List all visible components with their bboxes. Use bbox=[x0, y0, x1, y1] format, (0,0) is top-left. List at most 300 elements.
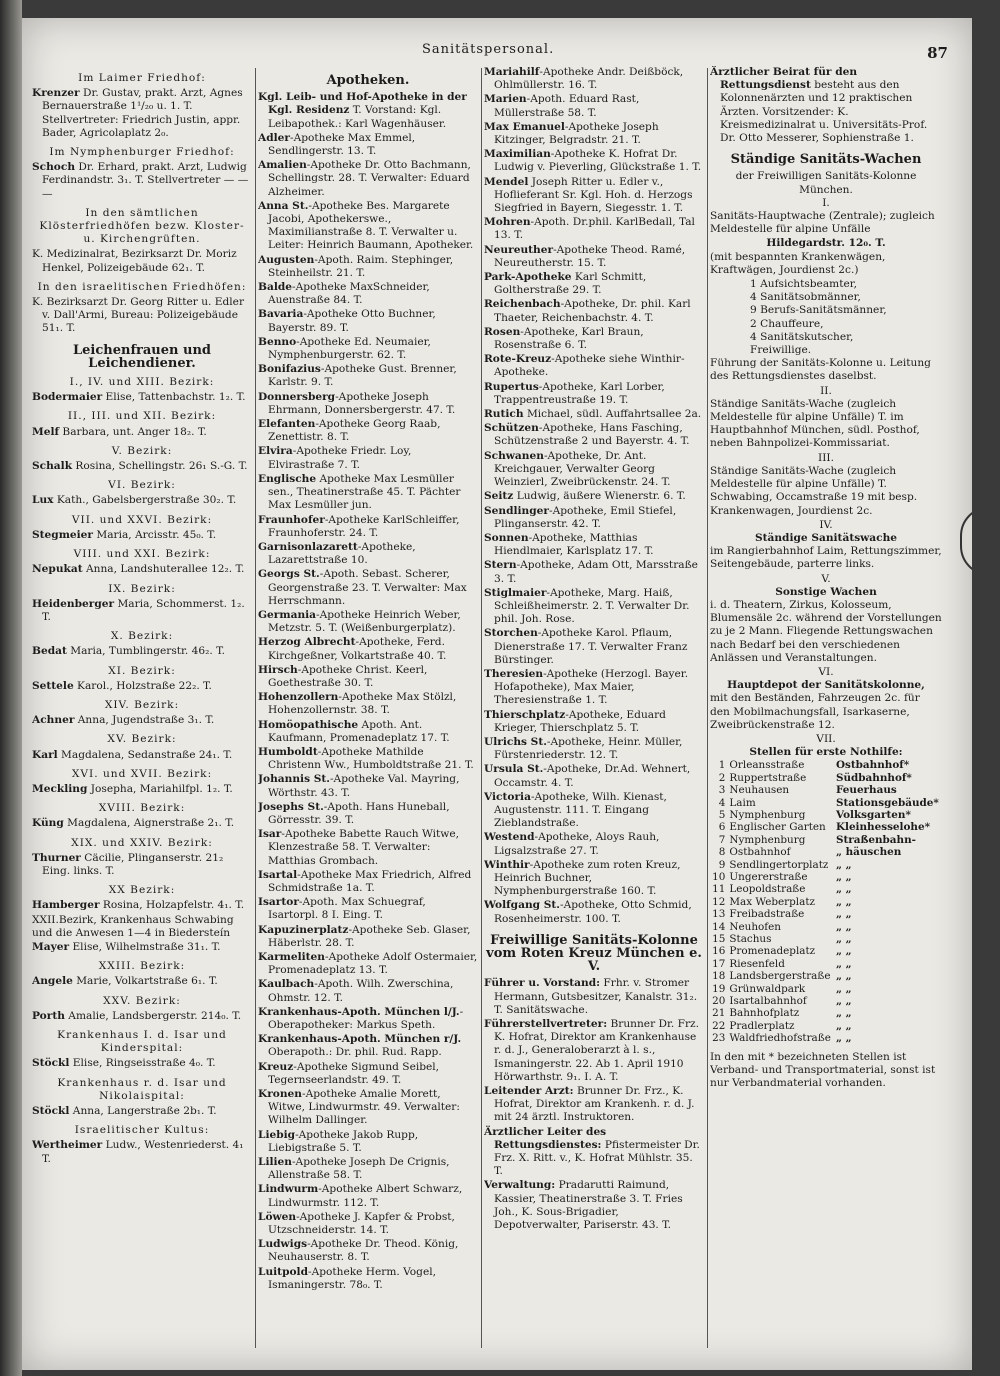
entry-text: Karol., Holzstraße 22₂. T. bbox=[73, 679, 212, 692]
table-row bbox=[710, 1020, 942, 1032]
table-row bbox=[710, 759, 942, 771]
list-item bbox=[484, 422, 704, 448]
wache-number: IV. bbox=[819, 518, 833, 531]
entry-name: Marien bbox=[484, 93, 527, 106]
wache-number: II. bbox=[820, 384, 832, 397]
entry-name: Heidenberger bbox=[32, 597, 115, 610]
document-page bbox=[22, 18, 972, 1370]
staff-item: 2 Chauffeure, bbox=[750, 317, 824, 330]
table-cell-a: Grünwaldpark bbox=[729, 982, 806, 995]
entry-text: K. Medizinalrat, Bezirksarzt Dr. Moriz Henkel, Polizeigebäude 62₁. T. bbox=[32, 248, 237, 274]
entry-text: Maria, Schommerst. 1₂. T. bbox=[42, 597, 245, 623]
table-cell-b: „ „ bbox=[835, 995, 852, 1008]
table-cell-n: 22 bbox=[712, 1019, 726, 1032]
entry-text: -Apotheke MaxSchneider, Auenstraße 84. T. bbox=[268, 281, 430, 307]
wache-staff-list bbox=[710, 278, 942, 357]
entry-text: I., IV. und XIII. Bezirk: bbox=[69, 376, 215, 389]
entry-text: Brunner Dr. Frz. K. Hofrat, Direktor am Krankenhause r. d. J., Generaloberarzt à l. s., Ismaningerstr. 22. Ab 1. April 1910 Hörwarthstr. 9₁. I. A. T. bbox=[494, 1018, 699, 1083]
list-item bbox=[32, 733, 252, 746]
list-item bbox=[484, 587, 704, 627]
entry-name: Homöopathische bbox=[258, 718, 359, 731]
list-item bbox=[484, 859, 704, 899]
entry-name: Mayer bbox=[32, 940, 70, 953]
list-item bbox=[32, 344, 252, 370]
table-cell-a: Leopoldstraße bbox=[729, 883, 806, 896]
entry-name: Küng bbox=[32, 817, 64, 830]
entry-name: Ärztlicher Leiter des Rettungsdienstes: bbox=[484, 1125, 607, 1151]
entry-text: XXV. Bezirk: bbox=[103, 994, 181, 1007]
entry-text: -Apotheke, Hans Fasching, Schützenstraße 2 und Bayerstr. 4. T. bbox=[494, 422, 690, 448]
table-row bbox=[710, 970, 942, 982]
list-item bbox=[32, 161, 252, 201]
entry-text: VIII. und XXI. Bezirk: bbox=[73, 548, 211, 561]
entry-name: Wertheimer bbox=[32, 1139, 103, 1152]
beirat-entry bbox=[710, 66, 942, 145]
entry-name: Garnisonlazarett bbox=[258, 540, 358, 553]
list-item bbox=[32, 665, 252, 678]
list-item bbox=[32, 884, 252, 897]
entry-name: Elvira bbox=[258, 445, 293, 458]
entry-text: -Apotheke Otto Buchner, Bayerstr. 89. T. bbox=[268, 308, 436, 334]
entry-text: -Apotheke, Aloys Rauh, Ligsalzstraße 27. T. bbox=[494, 831, 660, 857]
table-cell-a: Ruppertstraße bbox=[729, 771, 807, 784]
list-item bbox=[258, 281, 478, 307]
table-cell-n: 21 bbox=[712, 1007, 726, 1020]
entry-name: Winthir bbox=[484, 858, 530, 871]
entry-name: Rupertus bbox=[484, 380, 539, 393]
column-rule bbox=[255, 68, 256, 1348]
entry-name: Kaulbach bbox=[258, 978, 315, 991]
list-item bbox=[258, 445, 478, 471]
list-item bbox=[258, 1129, 478, 1155]
list-item bbox=[258, 308, 478, 334]
entry-name: Karmeliten bbox=[258, 951, 325, 963]
wache-text: Ständige Sanitäts-Wache (zugleich Meldestelle für alpine Unfälle) T. Schwabing, Occamstraße 19 mit besp. Krankenwagen, Jourdienst 2c. bbox=[710, 464, 918, 517]
entry-name: Achner bbox=[32, 714, 75, 727]
entry-text: II., III. und XII. Bezirk: bbox=[67, 410, 217, 423]
list-item bbox=[32, 598, 252, 624]
list-item bbox=[32, 296, 252, 336]
table-cell-n: 1 bbox=[718, 759, 726, 772]
list-item bbox=[258, 896, 478, 922]
table-cell-a: Nymphenburg bbox=[729, 808, 806, 821]
entry-text: -Apotheke Joseph Ehrmann, Donnersbergerstr. 47. T. bbox=[268, 390, 456, 416]
list-item bbox=[258, 924, 478, 950]
entry-text: -Apoth. Raim. Stephinger, Steinheilstr. 21. T. bbox=[268, 253, 454, 279]
entry-text: -Apotheke Andr. Deißböck, Ohlmüllerstr. 16. T. bbox=[494, 66, 684, 92]
entry-text: -Apotheke, Karl Braun, Rosenstraße 6. T. bbox=[494, 325, 644, 352]
list-item bbox=[32, 72, 252, 85]
entry-text: -Apotheke Seb. Glaser, Häberlstr. 28. T. bbox=[268, 923, 471, 949]
table-row bbox=[710, 995, 942, 1007]
list-item bbox=[32, 207, 252, 247]
entry-name: Westend bbox=[484, 831, 535, 844]
column-4 bbox=[710, 66, 942, 1356]
entry-text: Leichenfrauen und Leichendiener. bbox=[73, 342, 211, 371]
list-item bbox=[32, 1077, 252, 1103]
list-item bbox=[32, 529, 252, 542]
entry-text: Magdalena, Sedanstraße 24₁. T. bbox=[57, 748, 233, 761]
entry-name: Rutich bbox=[484, 408, 524, 421]
entry-text: Elise, Ringseisstraße 4₀. T. bbox=[69, 1057, 216, 1070]
entry-text: XI. Bezirk: bbox=[108, 664, 176, 677]
entry-name: Ulrichs St. bbox=[484, 735, 547, 748]
table-cell-n: 7 bbox=[718, 833, 726, 846]
table-cell-b: Feuerhaus bbox=[835, 784, 897, 797]
entry-name: Park-Apotheke bbox=[484, 271, 572, 284]
entry-text: Israelitischer Kultus: bbox=[74, 1124, 210, 1137]
list-item bbox=[484, 408, 704, 421]
entry-text: XXII.Bezirk, Krankenhaus Schwabing und die Anwesen 1—4 in Biedersteín bbox=[32, 913, 234, 939]
table-cell-a: Ungererstraße bbox=[729, 871, 808, 884]
entry-text: XX Bezirk: bbox=[108, 884, 176, 897]
entry-text: Amalie, Landsbergerstr. 214₀. T. bbox=[64, 1009, 242, 1022]
wache-title: Hauptdepot der Sanitätskolonne, bbox=[727, 679, 925, 692]
list-item bbox=[32, 1124, 252, 1137]
entry-name: Augusten bbox=[258, 253, 315, 266]
entry-text: -Apotheke Max Stölzl, Hohenzollernstr. 38. T. bbox=[268, 691, 457, 717]
section-title-apotheken: Apotheken. bbox=[326, 73, 410, 88]
table-cell-n: 12 bbox=[712, 895, 726, 908]
list-item bbox=[484, 176, 704, 216]
entry-text: -Apotheke K. Hofrat Dr. Ludwig v. Pieverling, Glückstraße 1. T. bbox=[494, 148, 702, 174]
wache-number: V. bbox=[821, 572, 831, 585]
entry-text: Michael, südl. Auffahrtsallee 2a. bbox=[523, 408, 702, 421]
entry-name: Ärztlicher Beirat für den Rettungsdienst bbox=[710, 66, 858, 92]
entry-text: Brunner Dr. Frz., K. Hofrat, Direktor am Krankenh. r. d. J. mit 24 ärztl. Instruktoren. bbox=[494, 1085, 695, 1124]
entry-name: Elefanten bbox=[258, 418, 316, 431]
list-item bbox=[484, 627, 704, 667]
wache-text: im Rangierbahnhof Laim, Rettungszimmer, Seitengebäude, parterre links. bbox=[710, 545, 942, 571]
entry-name: Lindwurm bbox=[258, 1183, 319, 1196]
entry-text: -Apotheke, Eduard Krieger, Thierschplatz 5. T. bbox=[494, 708, 666, 734]
section-title-kolonne: Freiwillige Sanitäts-Kolonne vom Roten Kreuz München e. V. bbox=[486, 932, 702, 975]
list-item bbox=[258, 1061, 478, 1087]
list-item bbox=[258, 1183, 478, 1209]
table-cell-a: Freibadstraße bbox=[729, 908, 805, 921]
entry-name: Hirsch bbox=[258, 663, 298, 676]
entry-text: -Apotheke Karol. Pflaum, Dienerstraße 17. T. Verwalter Franz Bürstinger. bbox=[494, 627, 688, 666]
list-item bbox=[484, 66, 704, 92]
entry-name: Stöckl bbox=[32, 1057, 70, 1070]
entry-name: Schalk bbox=[32, 460, 73, 473]
column-2 bbox=[258, 66, 478, 1356]
table-cell-b: „ „ bbox=[835, 871, 852, 884]
entry-text: Ludwig, äußere Wienerstr. 6. T. bbox=[513, 490, 686, 503]
entry-text: -Apotheke Bes. Margarete Jacobi, Apothekerswe., Maximilianstraße 8. T. Verwalter u. Leiter: Heinrich Baumann, Apotheker. bbox=[268, 199, 474, 252]
entry-text: -Apotheke siehe Winthir-Apotheke. bbox=[494, 353, 685, 379]
entry-text: Anna, Jugendstraße 3₁. T. bbox=[74, 714, 215, 727]
entry-name: Mohren bbox=[484, 216, 531, 229]
entry-name: Stöckl bbox=[32, 1105, 70, 1117]
nothilfe-title: Stellen für erste Nothilfe: bbox=[749, 746, 903, 759]
list-item bbox=[32, 445, 252, 458]
entry-name: Bavaria bbox=[258, 308, 304, 321]
list-item bbox=[484, 353, 704, 379]
entry-text: -Apoth. Max Schuegraf, Isartorpl. 8 I. Eing. T. bbox=[268, 896, 426, 922]
list-item bbox=[32, 995, 252, 1008]
entry-text: -Apotheke Jakob Rupp, Liebigstraße 5. T. bbox=[268, 1128, 419, 1154]
table-cell-b: „ „ bbox=[835, 970, 852, 983]
list-item bbox=[258, 473, 478, 513]
table-cell-n: 4 bbox=[718, 796, 726, 809]
entry-text: besteht aus den Kolonnenärzten und 12 praktischen Ärzten. Vorsitzender: K. Kreismedizinalrat u. Universitäts-Prof. Dr. Otto Messerer, Sophienstraße 1. bbox=[720, 79, 928, 145]
entry-text: Dr. Erhard, prakt. Arzt, Ludwig Ferdinandstr. 3₁. T. Stellvertreter — — — bbox=[42, 161, 249, 200]
table-cell-b: „ häuschen bbox=[835, 846, 902, 859]
list-item bbox=[32, 1010, 252, 1023]
entry-text: -Apotheke Max Friedrich, Alfred Schmidstraße 1a. T. bbox=[268, 868, 472, 894]
list-item bbox=[32, 852, 252, 878]
entry-name: Amalien bbox=[258, 159, 307, 172]
list-item bbox=[484, 121, 704, 147]
entry-text: -Apotheke Albert Schwarz, Lindwurmstr. 112. T. bbox=[268, 1183, 463, 1209]
entry-text: -Apotheke, Lazarettstraße 10. bbox=[268, 540, 416, 567]
entry-name: Reichenbach bbox=[484, 298, 561, 311]
list-item bbox=[258, 254, 478, 280]
entry-text: XIX. und XXIV. Bezirk: bbox=[71, 836, 213, 849]
entry-text: -Apotheke, Emil Stiefel, Plinganserstr. 42. T. bbox=[494, 504, 677, 530]
table-cell-n: 23 bbox=[712, 1032, 726, 1045]
entry-text: Elise, Wilhelmstraße 31₁. T. bbox=[69, 940, 221, 953]
entry-name: Hamberger bbox=[32, 899, 100, 912]
list-item bbox=[484, 298, 704, 324]
list-item bbox=[32, 376, 252, 389]
list-item bbox=[32, 494, 252, 507]
entry-name: Nepukat bbox=[32, 563, 83, 576]
entry-name: Lux bbox=[32, 494, 54, 507]
entry-text: In den sämtlichen Klösterfriedhöfen bezw. Kloster- u. Kirchengrüften. bbox=[39, 206, 245, 246]
entry-name: Kapuzinerplatz bbox=[258, 923, 349, 936]
list-item bbox=[258, 159, 478, 199]
list-item bbox=[258, 951, 478, 977]
entry-name: Balde bbox=[258, 281, 292, 294]
list-item bbox=[258, 91, 478, 131]
list-item bbox=[32, 583, 252, 596]
list-item bbox=[32, 1029, 252, 1055]
entry-name: Angele bbox=[32, 975, 73, 988]
apotheken-list-continued bbox=[484, 66, 704, 926]
table-cell-b: „ „ bbox=[835, 858, 852, 871]
staff-item: 4 Sanitätsobmänner, bbox=[750, 291, 861, 304]
table-cell-b: Kleinhesselohe* bbox=[835, 821, 931, 834]
list-item bbox=[258, 200, 478, 253]
entry-name: Liebig bbox=[258, 1128, 296, 1141]
list-item bbox=[32, 146, 252, 159]
table-cell-b: „ „ bbox=[835, 920, 852, 933]
table-cell-b: Stationsgebäude* bbox=[835, 796, 939, 809]
entry-name: Johannis St. bbox=[258, 773, 330, 786]
column-3 bbox=[484, 66, 704, 1356]
entry-text: Pradarutti Raimund, Kassier, Theatinerstraße 3. T. Fries Joh., K. Sous-Brigadier, Depotverwalter, Pariserstr. 43. T. bbox=[494, 1179, 683, 1232]
table-cell-n: 14 bbox=[712, 920, 726, 933]
entry-name: Maximilian bbox=[484, 148, 551, 161]
entry-text: Marie, Volkartstraße 6₁. T. bbox=[72, 975, 218, 988]
list-item bbox=[32, 783, 252, 796]
entry-text: Josepha, Mariahilfpl. 1₂. T. bbox=[87, 782, 233, 795]
wache-address: Hildegardstr. 12₀. T. bbox=[766, 237, 886, 250]
table-cell-n: 5 bbox=[718, 808, 726, 821]
entry-text: XIV. Bezirk: bbox=[104, 698, 180, 711]
list-item bbox=[484, 709, 704, 735]
list-item bbox=[32, 768, 252, 781]
list-item bbox=[32, 87, 252, 140]
list-item bbox=[484, 791, 704, 831]
table-cell-b: „ „ bbox=[835, 1032, 852, 1045]
entry-text: -Apotheke Joseph De Crignis, Allenstraße 58. T. bbox=[268, 1156, 450, 1182]
entry-text: -Apotheke Friedr. Loy, Elvirastraße 7. T. bbox=[268, 445, 412, 471]
wache-number: VII. bbox=[816, 732, 836, 745]
list-item bbox=[258, 1238, 478, 1264]
list-item bbox=[32, 410, 252, 423]
list-item bbox=[32, 514, 252, 527]
column-rule bbox=[481, 68, 482, 1348]
entry-text: Magdalena, Aignerstraße 2₁. T. bbox=[63, 817, 235, 830]
entry-name: Wolfgang St. bbox=[484, 899, 560, 912]
entry-text: -Apotheke, Wilh. Kienast, Augustenstr. 111. T. Eingang Zieblandstraße. bbox=[494, 790, 667, 830]
table-cell-n: 20 bbox=[712, 995, 726, 1008]
entry-text: XV. Bezirk: bbox=[107, 733, 177, 746]
table-row bbox=[710, 871, 942, 883]
entry-name: Theresien bbox=[484, 667, 544, 680]
entry-name: Thierschplatz bbox=[484, 708, 566, 721]
list-item bbox=[484, 271, 704, 297]
table-cell-a: Neuhausen bbox=[729, 784, 790, 797]
table-cell-b: „ „ bbox=[835, 908, 852, 921]
wache-note: (mit bespannten Krankenwägen, Kraftwägen, Jourdienst 2c.) bbox=[710, 250, 886, 276]
entry-name: Max Emanuel bbox=[484, 120, 565, 133]
table-cell-a: Isartalbahnhof bbox=[729, 995, 807, 1008]
list-item bbox=[32, 899, 252, 912]
table-cell-b: Ostbahnhof* bbox=[835, 759, 910, 772]
entry-text: -Apotheke Val. Mayring, Wörthstr. 43. T. bbox=[268, 773, 460, 799]
list-item bbox=[32, 914, 252, 940]
entry-text: Elise, Tattenbachstr. 1₂. T. bbox=[102, 391, 246, 404]
entry-text: Ludw., Westenriederst. 4₁ T. bbox=[42, 1139, 244, 1165]
entry-name: Fraunhofer bbox=[258, 513, 325, 526]
list-item bbox=[484, 1018, 704, 1084]
entry-text: -Apotheke, Otto Schmid, Rosenheimerstr. 100. T. bbox=[494, 899, 692, 925]
table-cell-n: 15 bbox=[712, 933, 726, 946]
list-item bbox=[32, 680, 252, 693]
list-item bbox=[258, 1033, 478, 1059]
section-title-wachen: Ständige Sanitäts-Wachen bbox=[730, 152, 922, 168]
entry-name: Humboldt bbox=[258, 745, 318, 758]
table-row bbox=[710, 846, 942, 858]
list-item bbox=[484, 532, 704, 558]
entry-text: -Apotheke, Karl Lorber, Trappentreustraße 19. T. bbox=[494, 380, 665, 406]
entry-text: -Apotheke Dr. Theod. König, Neuhauserstr. 8. T. bbox=[268, 1238, 459, 1264]
list-item bbox=[32, 248, 252, 274]
entry-name: Schützen bbox=[484, 422, 539, 435]
list-item bbox=[32, 699, 252, 712]
entry-name: Stegmeier bbox=[32, 528, 93, 541]
entry-name: Rote-Kreuz bbox=[484, 353, 552, 366]
entry-name: Germania bbox=[258, 608, 317, 621]
list-item bbox=[484, 899, 704, 925]
table-row bbox=[710, 772, 942, 784]
wache-number: I. bbox=[822, 196, 830, 209]
entry-text: -Apotheke Amalie Morett, Witwe, Lindwurmstr. 49. Verwalter: Wilhelm Dallinger. bbox=[268, 1088, 460, 1127]
entry-name: Isartor bbox=[258, 896, 299, 909]
wache-title: Ständige Sanitätswache bbox=[754, 531, 898, 544]
entry-name: Leitender Arzt: bbox=[484, 1085, 574, 1098]
entry-name: Seitz bbox=[484, 490, 514, 503]
entry-name: Krankenhaus-Apoth. München r/J. bbox=[258, 1033, 462, 1046]
entry-text: Pfistermeister Dr. Frz. X. Ritt. v., K. Hofrat Mühlstr. 35. T. bbox=[494, 1138, 700, 1178]
list-item bbox=[710, 66, 942, 145]
list-item bbox=[484, 1179, 704, 1232]
table-cell-a: Neuhofen bbox=[729, 920, 781, 933]
list-item bbox=[484, 244, 704, 270]
wache-title: Sonstige Wachen bbox=[775, 585, 877, 598]
table-row bbox=[710, 809, 942, 821]
entry-text: -Apoth. Sebast. Scherer, Georgenstraße 23. T. Verwalter: Max Herrschmann. bbox=[268, 568, 467, 607]
table-cell-n: 11 bbox=[712, 883, 726, 896]
table-row bbox=[710, 1032, 942, 1044]
entry-text: -Apotheke Theod. Ramé, Neureutherstr. 15. T. bbox=[494, 243, 686, 269]
entry-name: Isartal bbox=[258, 868, 298, 881]
entry-text: -Apotheke Mathilde Christenn Ww., Humboldtstraße 21. T. bbox=[268, 745, 474, 772]
table-row bbox=[710, 983, 942, 995]
table-row bbox=[710, 1007, 942, 1019]
list-item bbox=[484, 326, 704, 352]
table-cell-b: „ „ bbox=[835, 1019, 852, 1032]
table-cell-a: Max Weberplatz bbox=[729, 895, 815, 908]
list-item bbox=[258, 391, 478, 417]
table-cell-a: Riesenfeld bbox=[729, 957, 785, 970]
table-cell-b: „ „ bbox=[835, 883, 852, 896]
entry-name: Kronen bbox=[258, 1088, 302, 1101]
entry-text: XVI. und XVII. Bezirk: bbox=[71, 767, 213, 780]
entry-text: -Apotheke Georg Raab, Zenettistr. 8. T. bbox=[268, 418, 441, 444]
list-item bbox=[258, 719, 478, 745]
entry-text: -Apotheke (Herzogl. Bayer. Hofapotheke), Max Maier, Theresienstraße 1. T. bbox=[494, 667, 689, 707]
table-cell-b: „ „ bbox=[835, 945, 852, 958]
entry-text: X. Bezirk: bbox=[110, 630, 174, 643]
list-item bbox=[32, 960, 252, 973]
entry-name: Löwen bbox=[258, 1210, 297, 1223]
entry-text: -Apotheke Dr. Otto Bachmann, Schellingstr. 28. T. Verwalter: Eduard Alzheimer. bbox=[268, 159, 471, 198]
entry-text: Krankenhaus r. d. Isar und Nikolaispital: bbox=[57, 1076, 227, 1102]
entry-text: -Apotheke zum roten Kreuz, Heinrich Buchner, Nymphenburgerstraße 160. T. bbox=[494, 858, 681, 898]
entry-name: Benno bbox=[258, 335, 297, 348]
entry-text: -Apotheke, Ferd. Kirchgeßner, Volkartstraße 40. T. bbox=[268, 636, 447, 662]
list-item bbox=[32, 941, 252, 954]
table-row bbox=[710, 933, 942, 945]
list-item bbox=[32, 479, 252, 492]
list-item bbox=[32, 563, 252, 576]
list-item bbox=[484, 736, 704, 762]
table-cell-n: 9 bbox=[718, 858, 726, 871]
entry-text: XVIII. Bezirk: bbox=[98, 802, 186, 815]
list-item bbox=[258, 363, 478, 389]
list-item bbox=[484, 831, 704, 857]
entry-name: Melf bbox=[32, 425, 60, 438]
nothilfe-table bbox=[710, 759, 942, 1044]
entry-text: T. Vorstand: Kgl. Leibapothek.: Karl Wagenhäuser. bbox=[268, 104, 447, 130]
list-item bbox=[32, 645, 252, 658]
entry-name: Porth bbox=[32, 1009, 65, 1022]
table-row bbox=[710, 921, 942, 933]
entry-text: Apoth. Ant. Kaufmann, Promenadeplatz 17. T. bbox=[268, 718, 450, 744]
entry-name: Josephs St. bbox=[258, 800, 324, 813]
table-cell-a: Landsbergerstraße bbox=[729, 970, 831, 983]
page-header bbox=[22, 38, 972, 68]
entry-name: Verwaltung: bbox=[484, 1179, 556, 1192]
table-row bbox=[710, 797, 942, 809]
table-cell-a: Nymphenburg bbox=[729, 833, 806, 846]
list-item bbox=[258, 664, 478, 690]
